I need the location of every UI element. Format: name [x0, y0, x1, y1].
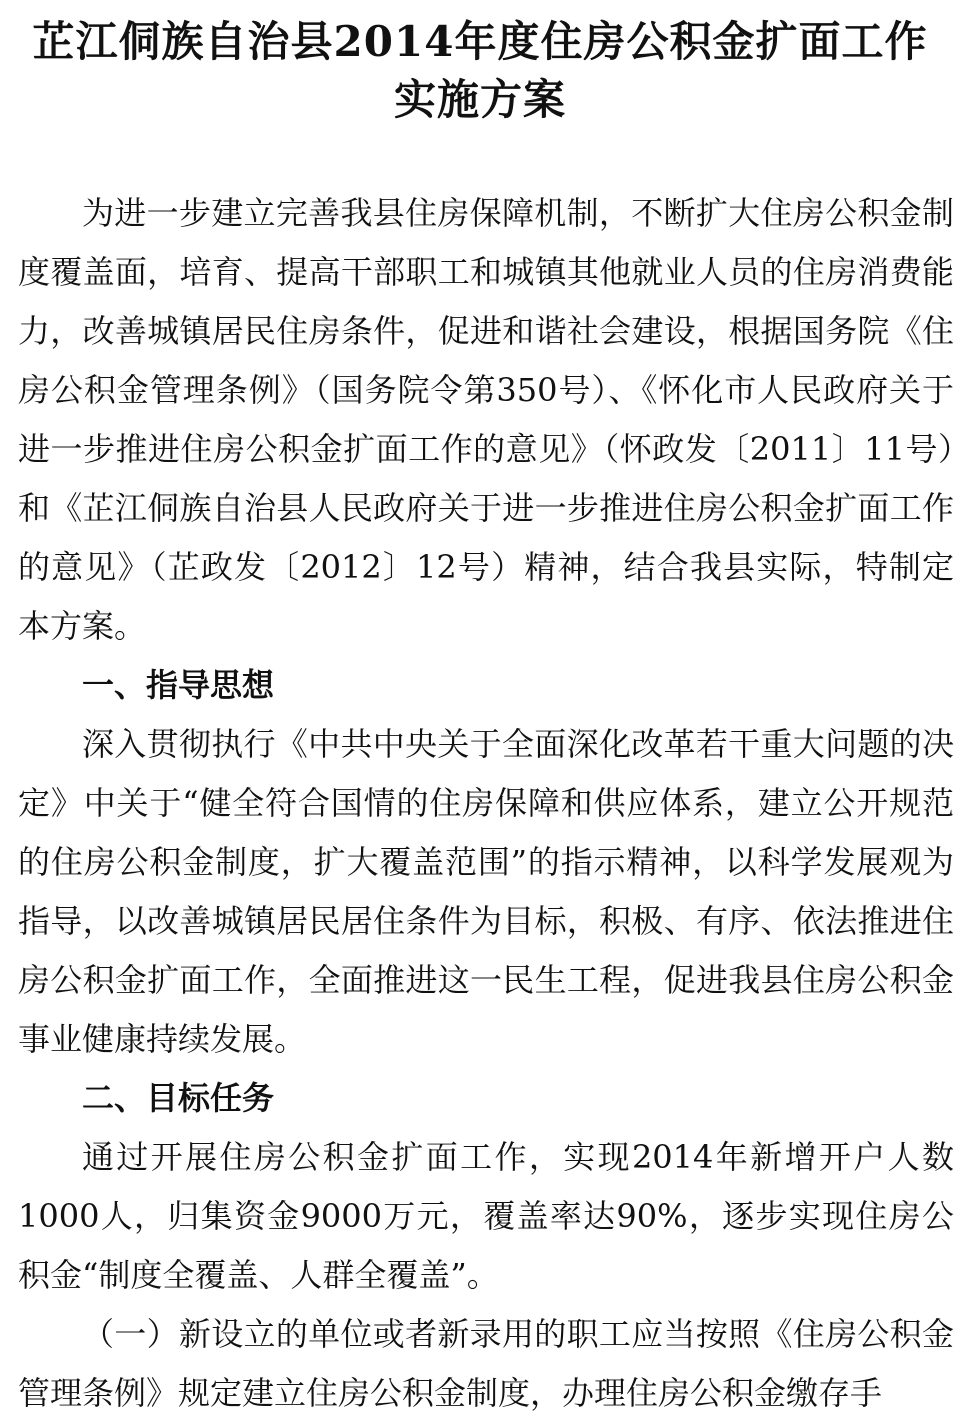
document-title-line-1: 芷江侗族自治县2014年度住房公积金扩面工作	[32, 17, 928, 66]
section-heading-guiding-ideology: 一、指导思想	[82, 666, 275, 704]
document-body	[18, 184, 954, 1423]
document-title-line-2: 实施方案	[393, 75, 566, 124]
intro-paragraph: 为进一步建立完善我县住房保障机制，不断扩大住房公积金制度覆盖面，培育、提高干部职工和城镇其他就业人员的住房消费能力，改善城镇居民住房条件，促进和谐社会建设，根据国务院《住房公积金管理条例》（国务院令第350号）、《怀化市人民政府关于进一步推进住房公积金扩面工作的意见》（怀政发〔2011〕11号）和《芷江侗族自治县人民政府关于进一步推进住房公积金扩面工作的意见》（芷政发〔2012〕12号）精神，结合我县实际，特制定本方案。	[18, 194, 954, 645]
targets-item-1-paragraph: （一）新设立的单位或者新录用的职工应当按照《住房公积金管理条例》规定建立住房公积金制度，办理住房公积金缴存手	[18, 1315, 954, 1412]
targets-paragraph: 通过开展住房公积金扩面工作，实现2014年新增开户人数1000人，归集资金9000万元，覆盖率达90%，逐步实现住房公积金“制度全覆盖、人群全覆盖”。	[18, 1138, 954, 1294]
section-heading-targets: 二、目标任务	[82, 1079, 275, 1117]
guiding-ideology-paragraph: 深入贯彻执行《中共中央关于全面深化改革若干重大问题的决定》中关于“健全符合国情的住房保障和供应体系，建立公开规范的住房公积金制度，扩大覆盖范围”的指示精神，以科学发展观为指导，以改善城镇居民居住条件为目标，积极、有序、依法推进住房公积金扩面工作，全面推进这一民生工程，促进我县住房公积金事业健康持续发展。	[18, 725, 954, 1058]
